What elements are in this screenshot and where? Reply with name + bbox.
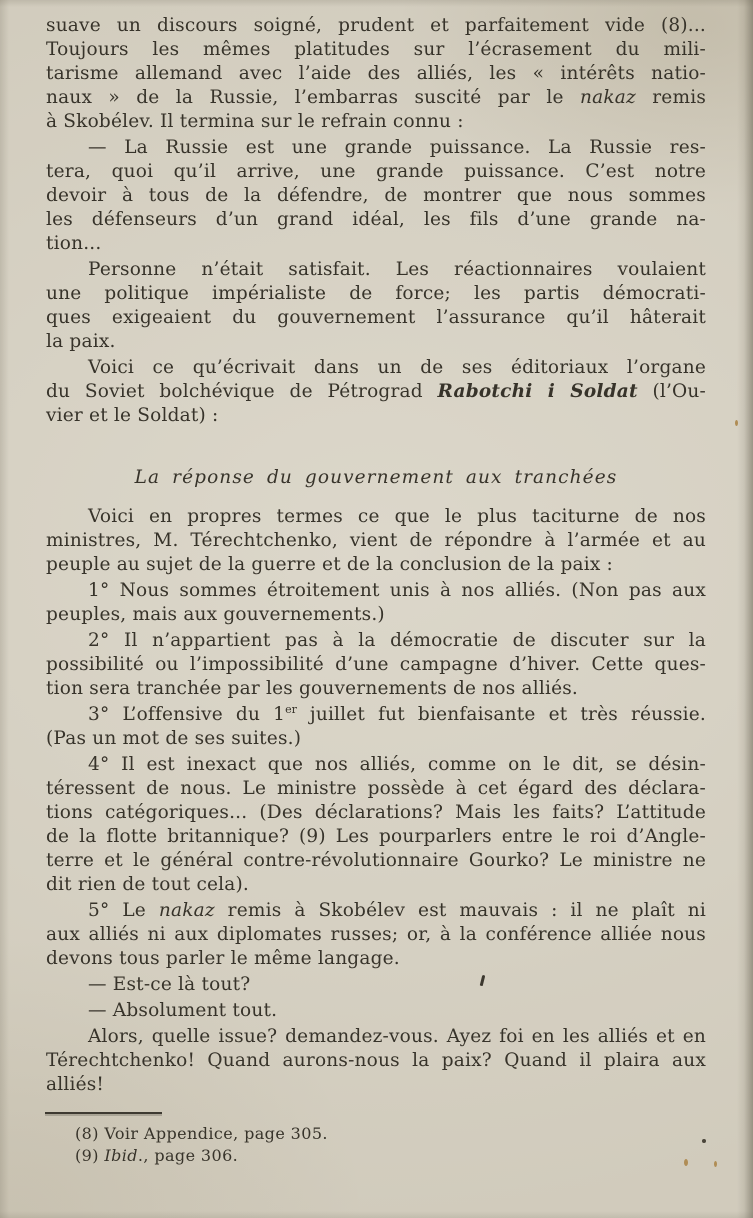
text-line (46, 899, 706, 923)
text-line: Voici en propres termes ce que le plus taciturne de nos (88, 506, 706, 527)
text-line: terre et le général contre-révolutionnaire Gourko? Le ministre ne (46, 850, 706, 871)
text-line: tion... (46, 233, 102, 254)
footnote-line (46, 1145, 706, 1167)
paragraph (46, 703, 706, 751)
text-line: vier et le Soldat) : (46, 405, 219, 426)
text-line: 2° Il n’appartient pas à la démocratie de discuter sur la (88, 630, 706, 651)
text-line: Térechtchenko! Quand aurons-nous la paix? Quand il plaira aux (46, 1050, 706, 1071)
text-line: ques exigeaient du gouvernement l’assurance qu’il hâterait (46, 307, 706, 328)
paragraph (46, 14, 706, 134)
text-line: 4° Il est inexact que nos alliés, comme on le dit, se désin- (88, 754, 706, 775)
text-line (46, 86, 706, 110)
text-segment: (l’Ou- (637, 381, 706, 402)
text-line: tion sera tranchée par les gouvernements de nos alliés. (46, 678, 579, 699)
text-segment: Ibid (104, 1146, 138, 1165)
text-segment: juillet fut bienfaisante et très réussie. (296, 704, 706, 725)
text-segment: 3° L’offensive du 1 (88, 704, 286, 725)
paragraph (46, 136, 706, 256)
footnote-block (46, 1112, 706, 1167)
text-line: suave un discours soigné, prudent et parfaitement vide (8)... (46, 15, 706, 36)
scan-speck (735, 420, 738, 426)
paragraph (46, 1025, 706, 1097)
text-line: ministres, M. Térechtchenko, vient de répondre à l’armée et au (46, 530, 706, 551)
text-line: tera, quoi qu’il arrive, une grande puissance. C’est notre (46, 161, 706, 182)
footnote-list (46, 1123, 706, 1167)
scan-speck (702, 1139, 706, 1143)
text-line: possibilité ou l’impossibilité d’une campagne d’hiver. Cette ques- (46, 654, 706, 675)
text-line: de la flotte britannique? (9) Les pourparlers entre le roi d’Angle- (46, 826, 706, 847)
paragraph (46, 753, 706, 897)
text-line: Alors, quelle issue? demandez-vous. Ayez foi en les alliés et en (88, 1026, 706, 1047)
text-segment: du Soviet bolchévique de Pétrograd (46, 381, 438, 402)
paragraph (46, 999, 706, 1023)
text-segment: 5° Le (88, 900, 159, 921)
paragraph (46, 973, 706, 997)
paragraph (46, 258, 706, 354)
paragraph (46, 629, 706, 701)
scan-speck (684, 1159, 688, 1166)
text-segment: remis à Skobélev est mauvais : il ne plaît ni (214, 900, 706, 921)
text-line (46, 380, 706, 404)
text-line: dit rien de tout cela). (46, 874, 250, 895)
paragraph (46, 899, 706, 971)
text-line: aux alliés ni aux diplomates russes; or, à la conférence alliée nous (46, 924, 706, 945)
text-line: — Absolument tout. (88, 1000, 278, 1021)
text-line: tarisme allemand avec l’aide des alliés, les « intérêts natio- (46, 63, 706, 84)
text-column (46, 14, 706, 1167)
text-segment: (9) (75, 1146, 105, 1165)
scan-speck (714, 1161, 717, 1167)
footnote (46, 1123, 706, 1145)
text-line: tions catégoriques... (Des déclarations? Mais les faits? L’attitude (46, 802, 706, 823)
text-segment: nakaz (580, 87, 636, 108)
text-line: — Est-ce là tout? (88, 974, 251, 995)
footnote-divider (45, 1112, 162, 1114)
text-segment: Rabotchi i Soldat (437, 381, 638, 402)
text-line: peuple au sujet de la guerre et de la conclusion de la paix : (46, 554, 613, 575)
text-line: Personne n’était satisfait. Les réactionnaires voulaient (88, 259, 706, 280)
text-line: alliés! (46, 1074, 105, 1095)
section-heading: La réponse du gouvernement aux tranchées (134, 467, 618, 488)
text-segment: ., page 306. (137, 1146, 239, 1165)
text-line: 1° Nous sommes étroitement unis à nos alliés. (Non pas aux (88, 580, 706, 601)
text-line: Toujours les mêmes platitudes sur l’écrasement du mili- (46, 39, 706, 60)
text-segment: er (285, 702, 297, 716)
text-line: les défenseurs d’un grand idéal, les fils d’une grande na- (46, 209, 706, 230)
paragraph (46, 356, 706, 428)
text-line: Voici ce qu’écrivait dans un de ses éditoriaux l’organe (88, 357, 706, 378)
paragraph (46, 505, 706, 577)
text-line: une politique impérialiste de force; les partis démocrati- (46, 283, 706, 304)
text-segment: naux » de la Russie, l’embarras suscité par le (46, 87, 580, 108)
text-line: peuples, mais aux gouvernements.) (46, 604, 385, 625)
paragraph (46, 579, 706, 627)
text-line: téressent de nous. Le ministre possède à cet égard des déclara- (46, 778, 706, 799)
text-line: devoir à tous de la défendre, de montrer que nous sommes (46, 185, 706, 206)
text-line: — La Russie est une grande puissance. La Russie res- (88, 137, 706, 158)
text-line: à Skobélev. Il termina sur le refrain connu : (46, 111, 464, 132)
text-line (46, 703, 706, 727)
text-segment: nakaz (158, 900, 215, 921)
text-line: devons tous parler le même langage. (46, 948, 400, 969)
text-line: (Pas un mot de ses suites.) (46, 728, 302, 749)
text-line: la paix. (46, 331, 116, 352)
footnote-line: (8) Voir Appendice, page 305. (75, 1124, 328, 1143)
text-segment: remis (635, 87, 707, 108)
footnote (46, 1145, 706, 1167)
